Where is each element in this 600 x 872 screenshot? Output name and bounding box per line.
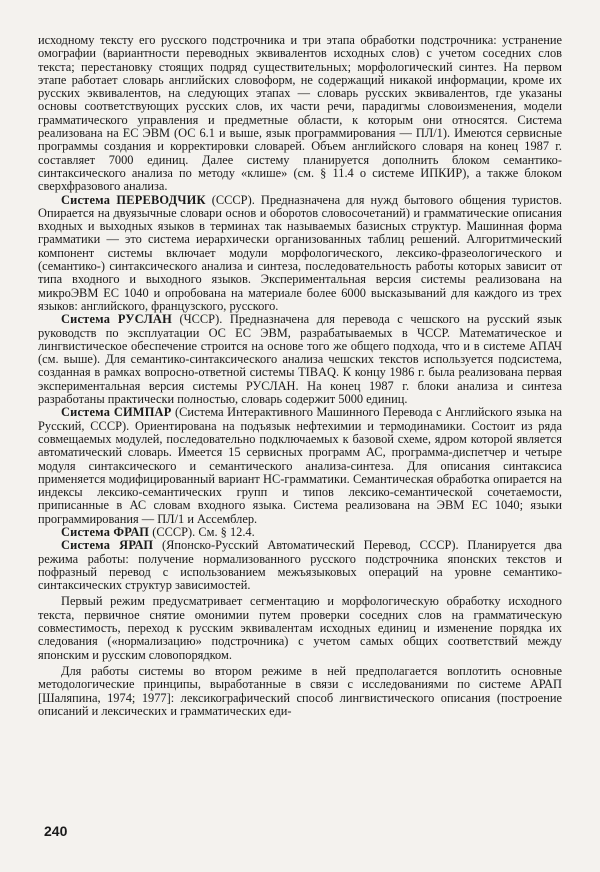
system-name-frap: Система ФРАП — [61, 524, 150, 539]
paragraph-text: Для работы системы во втором режиме в ней предполагается воплотить основные методологические принципы, выработанные в связи с исследованиями по системе АРАП [Шаляпина, 1974; 1977]: лексикографический способ лингвистического описания (построение описаний и лексических и грамматических еди- — [38, 663, 562, 718]
paragraph-ruslan — [38, 313, 562, 406]
paragraph-text: Первый режим предусматривает сегментацию и морфологическую обработку исходного текста, первичное снятие омонимии путем проверки соседних слов на грамматическую совместимость, переход к русским эквивалентам исходных единиц и изменение порядка их следования («нормализацию» подстрочника) с учетом самых общих соответствий между японским и русским словопорядком. — [38, 594, 562, 662]
paragraph-continuation — [38, 34, 562, 194]
paragraph-perevodchik — [38, 194, 562, 314]
paragraph-text: (ЧССР). Предназначена для перевода с чешского на русский язык руководств по эксплуатации ОС ЕС ЭВМ, разрабатываемых в ЧССР. Математическое и лингвистическое обеспечение строится на основе того же общего подхода, что и в системе АПАЧ (см. выше). Для семантико-синтаксического анализа чешских текстов используется подсистема, созданная в рамках вопросно-ответной системы TIBAQ. К концу 1986 г. была реализована первая экспериментальная версия системы РУСЛАН. На конец 1987 г. блоки анализа и синтеза разработаны практически полностью, словарь содержит 5000 единиц. — [38, 312, 562, 407]
paragraph-frap — [38, 526, 562, 539]
paragraph-second-mode — [38, 665, 562, 718]
paragraph-text: (СССР). См. § 12.4. — [149, 524, 255, 539]
body-text — [38, 34, 562, 718]
paragraph-yarap — [38, 539, 562, 592]
paragraph-first-mode — [38, 595, 562, 661]
paragraph-text: (Японско-Русский Автоматический Перевод, СССР). Планируется два режима работы: получение нормализованного русского подстрочника японских текстов и пофразный перевод с использованием межъязыковых операций на уровне семантико-синтаксических структур зависимостей. — [38, 538, 562, 593]
system-name-ruslan: Система РУСЛАН — [61, 312, 172, 327]
paragraph-simpar — [38, 406, 562, 526]
paragraph-text: исходному тексту его русского подстрочника и три этапа обработки подстрочника: устранение омографии (вариантности переводных эквивалентов исходных слов) с учетом соседних слов текста; перестановку стоящих подряд существительных; морфологический синтез. На первом этапе работает словарь английских словоформ, не содержащий никакой информации, кроме их русских эквивалентов, на следующих этапах — словарь русских эквивалентов, где указаны основы соответствующих русских слов, их части речи, парадигмы словоизменения, модели грамматического управления и предметные области, к которым они относятся. Система реализована на ЕС ЭВМ (ОС 6.1 и выше, язык программирования — ПЛ/1). Имеются сервисные программы создания и корректировки словарей. Объем английского словаря на конец 1987 г. составляет 7000 единиц. Далее систему планируется дополнить блоком семантико-синтаксического анализа по методу «клише» (см. § 11.4 о системе ИПКИР), а также блоком сверхфразового анализа. — [38, 33, 562, 194]
paragraph-text: (Система Интерактивного Машинного Перевода с Английского языка на Русский, СССР). Ориентирована на подъязык нефтехимии и термодинамики. Состоит из ряда совмещаемых модулей, последовательно подключаемых к базовой схеме, ядром которой является автоматический словарь. Имеется 15 сервисных программ АС, программа-диспетчер и четыре модуля синтаксического и семантического анализа-синтеза. Для описания синтаксиса применяется модифицированный вариант НС-грамматики. Семантическая обработка опирается на индексы лексико-семантических групп и типов лексико-семантической сочетаемости, приписанные в АС словам входного языка. Система реализована на ЭВМ ЕС 1040; языки программирования — ПЛ/1 и Ассемблер. — [38, 405, 562, 526]
system-name-perevodchik: Система ПЕРЕВОДЧИК — [61, 192, 206, 207]
system-name-yarap: Система ЯРАП — [61, 538, 154, 553]
paragraph-text: (СССР). Предназначена для нужд бытового общения туристов. Опирается на двуязычные словари основ и оборотов словосочетаний) и грамматические описания входных и выходных языков в терминах так называемых базисных структур. Машинная форма грамматики — это система иерархически организованных таблиц решений. Алгоритмический компонент системы включает модули морфологического, лексико-фразеологического и (семантико-) синтаксического анализа и синтеза, последовательность работы которых зависит от типа входного и выходного языков. Экспериментальная версия системы реализована на микроЭВМ ЕС 1040 и опробована на материале более 6000 высказываний для каждого из трех языков: английского, французского, русского. — [38, 192, 562, 313]
system-name-simpar: Система СИМПАР — [61, 405, 172, 420]
page-number: 240 — [44, 823, 68, 839]
